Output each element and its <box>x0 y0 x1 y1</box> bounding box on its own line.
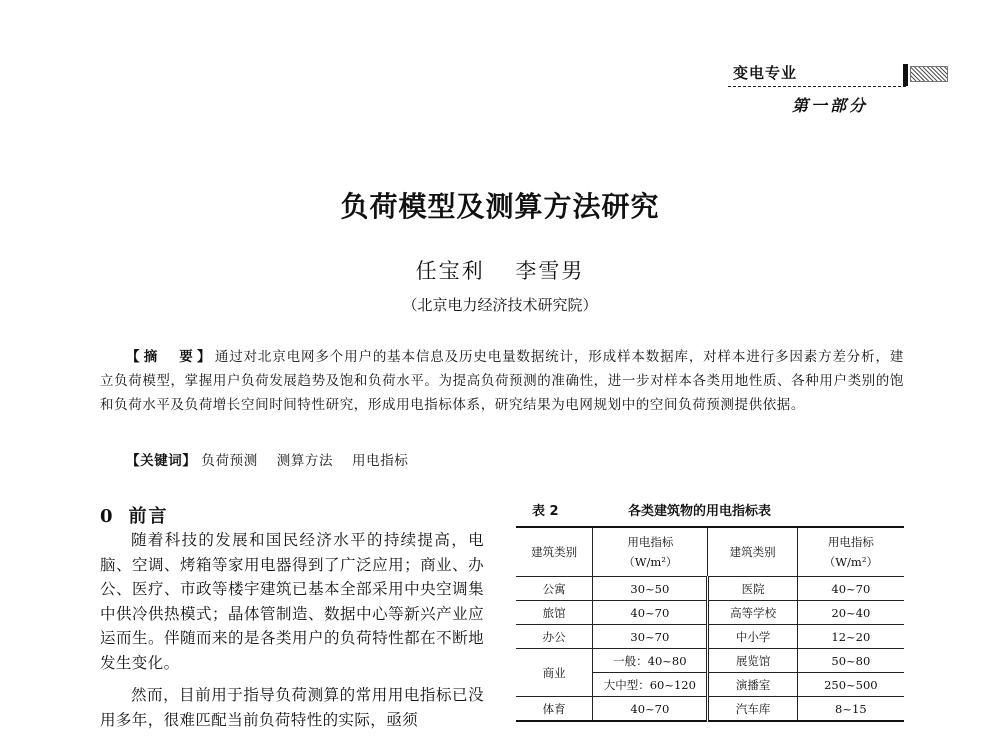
table-cell: 8~15 <box>797 697 904 722</box>
keyword-item: 负荷预测 <box>201 453 258 469</box>
table-cell: 办公 <box>516 625 593 649</box>
body-paragraph: 然而，目前用于指导负荷测算的常用用电指标已没用多年，很难匹配当前负荷特性的实际，亟须 <box>100 686 484 729</box>
table-row <box>516 649 904 673</box>
table-row <box>516 601 904 625</box>
table-cell: 体育 <box>516 697 593 722</box>
body-paragraph: 随着科技的发展和国民经济水平的持续提高，电脑、空调、烤箱等家用电器得到了广泛应用；商业、办公、医疗、市政等楼宇建筑已基本全部采用中央空调集中供冷供热模式；晶体管制造、数据中心等新兴产业应运而生。伴随而来的是各类用户的负荷特性都在不断地发生变化。 <box>100 531 484 672</box>
header-unit: （W/m²） <box>623 555 678 569</box>
table-header-row <box>516 527 904 577</box>
table-row <box>516 697 904 722</box>
table-cell: 12~20 <box>797 625 904 649</box>
section-heading <box>100 502 169 528</box>
author-name: 李雪男 <box>515 259 585 283</box>
header-unit: （W/m²） <box>823 555 878 569</box>
keyword-item: 测算方法 <box>276 453 334 469</box>
table-cell: 40~70 <box>593 697 708 722</box>
table-row <box>516 577 904 601</box>
header-divider <box>728 86 906 87</box>
keywords <box>126 449 422 473</box>
running-header-part: 第一部分 <box>792 96 869 115</box>
table-cell: 大中型：60~120 <box>593 673 708 697</box>
running-header-section: 变电专业 <box>733 64 798 82</box>
abstract-text: 通过对北京电网多个用户的基本信息及历史电量数据统计，形成样本数据库，对样本进行多因素方差分析，建立负荷模型，掌握用户负荷发展趋势及饱和负荷水平。为提高负荷预测的准确性，进一步对样本各类用地性质、各种用户类别的饱和负荷水平及负荷增长空间时间特性研究，形成用电指标体系，研究结果为电网规划中的空间负荷预测提供依据。 <box>100 349 904 413</box>
table-cell: 医院 <box>708 577 797 601</box>
header-pattern-mark <box>910 66 948 82</box>
electricity-index-table <box>516 526 904 722</box>
table-cell: 20~40 <box>797 601 904 625</box>
abstract <box>100 345 904 417</box>
table-row <box>516 625 904 649</box>
table-cell: 高等学校 <box>708 601 797 625</box>
section-title-text: 前言 <box>128 506 169 527</box>
header-line: 用电指标 <box>827 535 874 549</box>
table-cell: 一般：40~80 <box>593 649 708 673</box>
header-cell <box>797 527 904 577</box>
table-cell: 40~70 <box>593 601 708 625</box>
table-cell: 中小学 <box>708 625 797 649</box>
table-cell: 50~80 <box>797 649 904 673</box>
table-cell: 250~500 <box>797 673 904 697</box>
author-affiliation: （北京电力经济技术研究院） <box>402 296 598 314</box>
table-cell: 公寓 <box>516 577 593 601</box>
table-cell: 30~70 <box>593 625 708 649</box>
table-cell: 商业 <box>516 649 593 697</box>
table-cell: 展览馆 <box>708 649 797 673</box>
author-list <box>0 255 1000 285</box>
header-line: 用电指标 <box>627 535 674 549</box>
table-cell: 汽车库 <box>708 697 797 722</box>
header-cell <box>593 527 708 577</box>
author-name: 任宝利 <box>415 259 485 283</box>
header-bar-mark <box>903 64 908 86</box>
header-cell: 建筑类别 <box>516 527 593 577</box>
header-cell: 建筑类别 <box>708 527 797 577</box>
keywords-label: 【关键词】 <box>126 453 197 469</box>
keyword-item: 用电指标 <box>352 453 409 469</box>
table-cell: 旅馆 <box>516 601 593 625</box>
section-number: 0 <box>100 506 115 527</box>
abstract-label: 【摘 要】 <box>126 349 215 365</box>
table-cell: 40~70 <box>797 577 904 601</box>
table-cell: 演播室 <box>708 673 797 697</box>
table-title: 各类建筑物的用电指标表 <box>628 504 772 519</box>
table-number: 表 2 <box>532 504 559 519</box>
body-column <box>100 528 484 740</box>
table-cell: 30~50 <box>593 577 708 601</box>
paper-title: 负荷模型及测算方法研究 <box>340 190 660 223</box>
